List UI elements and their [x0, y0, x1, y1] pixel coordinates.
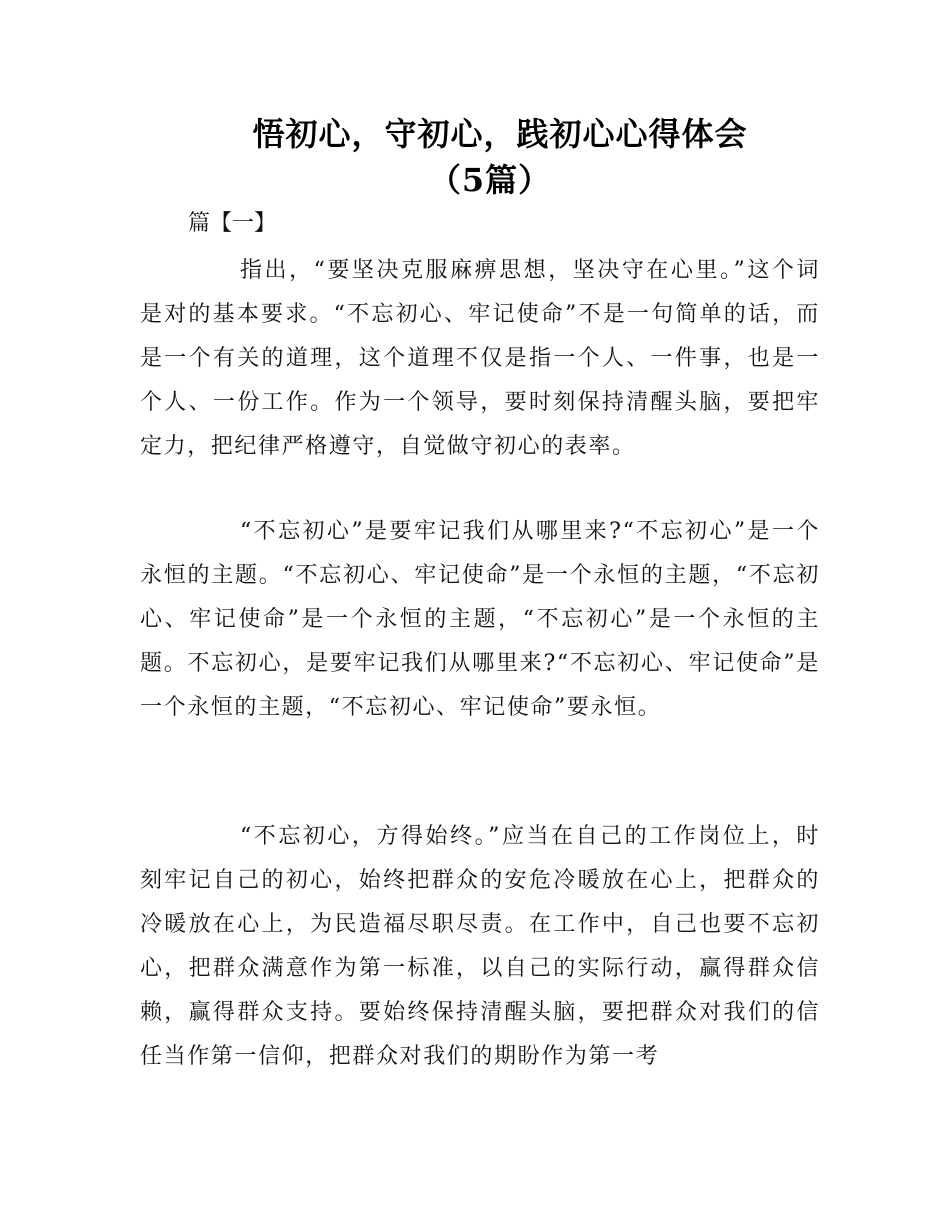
document-title: 悟初心，守初心，践初心心得体会	[252, 115, 748, 153]
paragraph-1: 指出，“要坚决克服麻痹思想，坚决守在心里。”这个词是对的基本要求。“不忘初心、牢记使命”不是一句简单的话，而是一个有关的道理，这个道理不仅是指一个人、一件事，也是一个人、一份工作。作为一个领导，要时刻保持清醒头脑，要把牢定力，把纪律严格遵守，自觉做守初心的表率。	[140, 258, 820, 459]
paragraph-3: “不忘初心，方得始终。”应当在自己的工作岗位上，时刻牢记自己的初心，始终把群众的安危冷暖放在心上，把群众的冷暖放在心上，为民造福尽职尽责。在工作中，自己也要不忘初心，把群众满意作为第一标准，以自己的实际行动，赢得群众信赖，赢得群众支持。要始终保持清醒头脑，要把群众对我们的信任当作第一信仰，把群众对我们的期盼作为第一考	[140, 824, 820, 1069]
document-title-count: （5篇）	[428, 161, 552, 199]
section-heading: 篇【一】	[188, 211, 277, 236]
paragraph-2: “不忘初心”是要牢记我们从哪里来?“不忘初心”是一个永恒的主题。“不忘初心、牢记使命”是一个永恒的主题，“不忘初心、牢记使命”是一个永恒的主题，“不忘初心”是一个永恒的主题。不忘初心，是要牢记我们从哪里来?“不忘初心、牢记使命”是一个永恒的主题，“不忘初心、牢记使命”要永恒。	[140, 519, 820, 720]
